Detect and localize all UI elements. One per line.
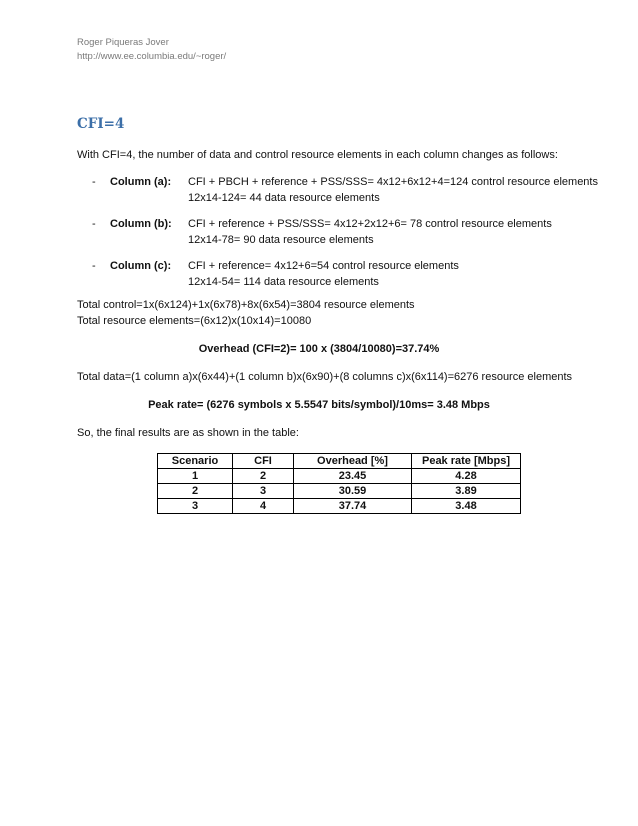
overhead-result: Overhead (CFI=2)= 100 x (3804/10080)=37.74% <box>198 343 440 355</box>
column-a-label: Column (a): <box>110 176 172 188</box>
cell-cfi: 2 <box>233 469 294 484</box>
cell-cfi: 4 <box>233 499 294 514</box>
cell-cfi: 3 <box>233 484 294 499</box>
cell-peak-rate: 3.89 <box>412 484 521 499</box>
section-title: CFI=4 <box>77 116 125 132</box>
table-row <box>158 484 521 499</box>
table-row <box>158 499 521 514</box>
column-b-desc <box>188 216 552 248</box>
intro-text: With CFI=4, the number of data and control resource elements in each column changes as follows: <box>77 149 558 161</box>
column-a-item <box>92 174 598 204</box>
column-a-desc <box>188 174 598 206</box>
bullet-dash: - <box>92 218 96 230</box>
column-b-control: CFI + reference + PSS/SSS= 4x12+2x12+6= 78 control resource elements <box>188 218 552 230</box>
column-c-label: Column (c): <box>110 260 172 272</box>
column-c-data: 12x14-54= 114 data resource elements <box>188 276 379 288</box>
author-name: Roger Piqueras Jover <box>77 37 169 48</box>
peak-rate-result: Peak rate= (6276 symbols x 5.5547 bits/symbol)/10ms= 3.48 Mbps <box>148 399 490 411</box>
column-c-desc <box>188 258 459 290</box>
table-row <box>158 469 521 484</box>
header-overhead: Overhead [%] <box>294 454 412 469</box>
column-a-data: 12x14-124= 44 data resource elements <box>188 192 380 204</box>
table-header-row <box>158 454 521 469</box>
results-table <box>157 453 521 514</box>
column-b-item <box>92 216 552 246</box>
summary-text: So, the final results are as shown in the table: <box>77 427 299 439</box>
cell-scenario: 1 <box>158 469 233 484</box>
total-control: Total control=1x(6x124)+1x(6x78)+8x(6x54)=3804 resource elements <box>77 299 415 311</box>
author-url: http://www.ee.columbia.edu/~roger/ <box>77 51 227 62</box>
cell-peak-rate: 4.28 <box>412 469 521 484</box>
cell-scenario: 2 <box>158 484 233 499</box>
header-cfi: CFI <box>233 454 294 469</box>
cell-overhead: 23.45 <box>294 469 412 484</box>
bullet-dash: - <box>92 176 96 188</box>
column-a-control: CFI + PBCH + reference + PSS/SSS= 4x12+6x12+4=124 control resource elements <box>188 176 598 188</box>
total-resource: Total resource elements=(6x12)x(10x14)=10080 <box>77 315 312 327</box>
column-c-item <box>92 258 459 288</box>
column-c-control: CFI + reference= 4x12+6=54 control resource elements <box>188 260 459 272</box>
bullet-dash: - <box>92 260 96 272</box>
cell-overhead: 30.59 <box>294 484 412 499</box>
total-data: Total data=(1 column a)x(6x44)+(1 column b)x(6x90)+(8 columns c)x(6x114)=6276 resource elements <box>77 371 573 383</box>
cell-overhead: 37.74 <box>294 499 412 514</box>
cell-scenario: 3 <box>158 499 233 514</box>
column-b-label: Column (b): <box>110 218 172 230</box>
column-b-data: 12x14-78= 90 data resource elements <box>188 234 374 246</box>
cell-peak-rate: 3.48 <box>412 499 521 514</box>
header-scenario: Scenario <box>158 454 233 469</box>
page-header <box>77 36 226 64</box>
header-peak-rate: Peak rate [Mbps] <box>412 454 521 469</box>
